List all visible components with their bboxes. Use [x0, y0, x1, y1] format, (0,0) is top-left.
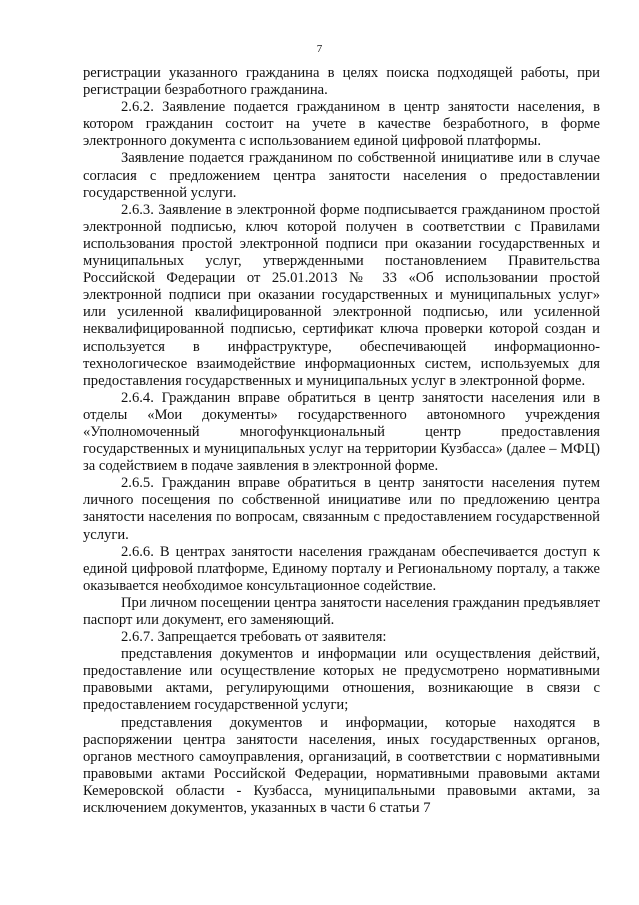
- paragraph: 2.6.3. Заявление в электронной форме подписывается гражданином простой электронной подписью, ключ которой получен в соответствии с Правилами использования простой электронной подписи при оказании государственных и муниципальных услуг, утвержденными постановлением Правительства Российской Федерации от 25.01.2013 № 33 «Об использовании простой электронной подписи при оказании государственных и муниципальных услуг» или усиленной квалифицированной электронной подписью, или усиленной неквалифицированной подписью, сертификат ключа проверки которой создан и используется в инфраструктуре, обеспечивающей информационно-технологическое взаимодействие информационных систем, используемых для предоставления государственных и муниципальных услуг в электронной форме.: [83, 201, 600, 389]
- paragraph: 2.6.6. В центрах занятости населения гражданам обеспечивается доступ к единой цифровой платформе, Единому порталу и Региональному порталу, а также оказывается необходимое консультационное содействие.: [83, 543, 600, 594]
- paragraph: 2.6.5. Гражданин вправе обратиться в центр занятости населения путем личного посещения по собственной инициативе или по предложению центра занятости населения по вопросам, связанным с предоставлением государственной услуги.: [83, 475, 600, 543]
- paragraph: 2.6.4. Гражданин вправе обратиться в центр занятости населения или в отделы «Мои документы» государственного автономного учреждения «Уполномоченный многофункциональный центр предоставления государственных и муниципальных услуг на территории Кузбасса» (далее – МФЦ) за содействием в подаче заявления в электронной форме.: [83, 389, 600, 475]
- paragraph: 2.6.2. Заявление подается гражданином в центр занятости населения, в котором гражданин состоит на учете в качестве безработного, в форме электронного документа с использованием единой цифровой платформы.: [83, 99, 600, 150]
- paragraph: Заявление подается гражданином по собственной инициативе или в случае согласия с предложением центра занятости населения о предоставлении государственной услуги.: [83, 150, 600, 201]
- document-body: [83, 65, 600, 817]
- paragraph: представления документов и информации, которые находятся в распоряжении центра занятости населения, иных государственных органов, органов местного самоуправления, организаций, в соответствии с нормативными правовыми актами Российской Федерации, нормативными правовыми актами Кемеровской области - Кузбасса, муниципальными правовыми актами, за исключением документов, указанных в части 6 статьи 7: [83, 714, 600, 817]
- page-number: 7: [316, 43, 323, 55]
- paragraph: представления документов и информации или осуществления действий, предоставление или осуществление которых не предусмотрено нормативными правовыми актами, регулирующими отношения, возникающие в связи с предоставлением государственной услуги;: [83, 646, 600, 714]
- paragraph: 2.6.7. Запрещается требовать от заявителя:: [121, 629, 387, 646]
- paragraph: При личном посещении центра занятости населения гражданин предъявляет паспорт или документ, его заменяющий.: [83, 594, 600, 628]
- paragraph: регистрации указанного гражданина в целях поиска подходящей работы, при регистрации безработного гражданина.: [83, 65, 600, 99]
